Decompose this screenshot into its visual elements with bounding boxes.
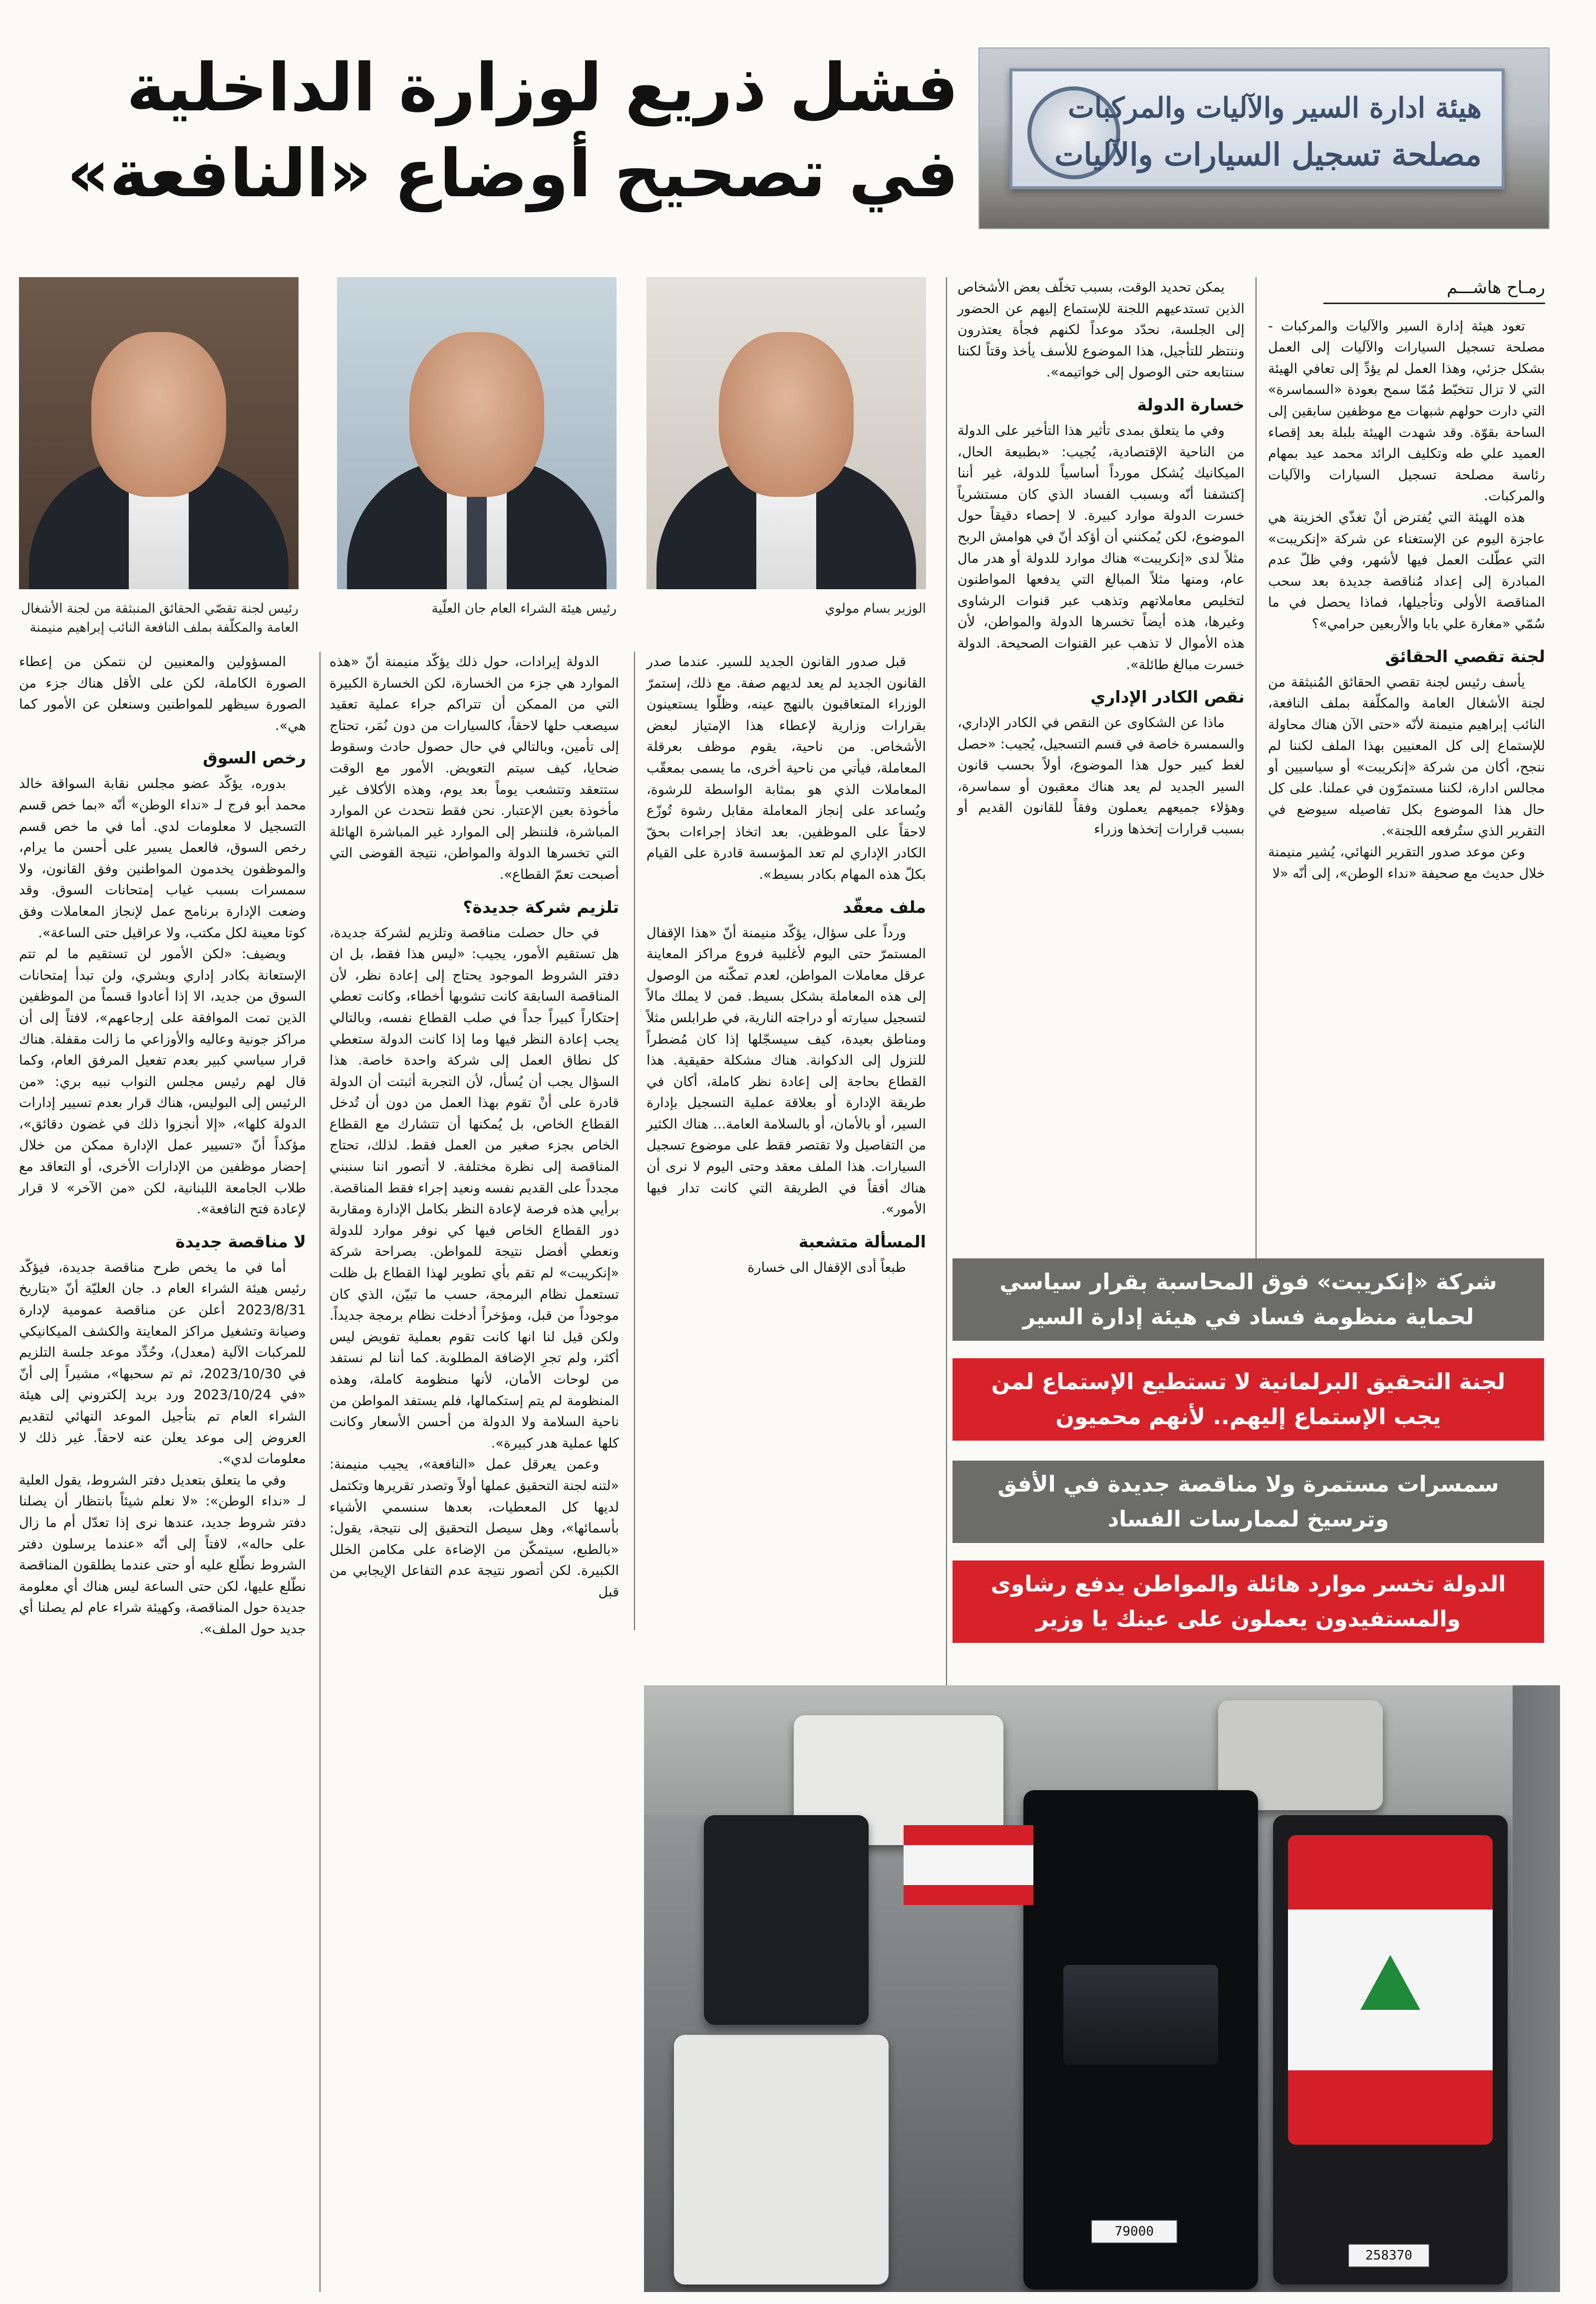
pull-quote-1: شركة «إنكريبت» فوق المحاسبة بقرار سياسي لحماية منظومة فساد في هيئة إدارة السير [953, 1258, 1544, 1341]
headline [45, 45, 958, 217]
paragraph: قبل صدور القانون الجديد للسير. عندما صدر القانون الجديد لم يعد لديهم صفة. مع ذلك، إستمرّ الوزراء المتعاقبون بالنهج عينه، وظلّوا يستعينون بقرارات وزارية لإعطاء هذا الإمتياز لبعض الأشخاص. من ناحية، يقوم موظف بعرقلة المعاملة، فيأتي من ناحية أخرى، ما يسمى بمعقّب المعاملات الذي هو بمثابة الواسطة للرشوة، ويُساعد على إنجاز المعاملة مقابل رشوة تُوزّع لاحقاً على الموظفين. بعد اتخاذ إجراءات بحقّ الكادر الإداري لم تعد المؤسسة قادرة على القيام بكلّ هذه المهام بكادر بسيط». [646, 654, 926, 882]
column-divider [946, 277, 947, 1770]
road-side [1513, 1685, 1560, 2292]
paragraph: ورداً على سؤال، يؤكّد منيمنة أنّ «هذا الإقفال المستمرّ حتى اليوم لأغلبية فروع مراكز المعاينة عرقل معاملات المواطن، لعدم تمكّنه من الوصول إلى هذه المعاملة بشكل بسيط. فمن لا يملك مالاً لتسجيل سيارته أو دراجته النارية، في طرابلس مثلاً ومناطق بعيدة، كيف سيسجّلها إذا كان مُضطراً للنزول إلى الدكوانة. هناك مشكلة حقيقية. هذا القطاع بحاجة إلى إعادة نظر كاملة، أكان في طريقة الإدارة أو بعلاقة عملية التسجيل بإدارة السير، أو بالأمان، أو بالسلامة العامة... هناك الكثير من التفاصيل ولا تقتصر فقط على موضوع تسجيل السيارات. هذا الملف معقد وحتى اليوم لا نرى أن هناك أفقاً في الطريقة التي كانت تدار فيها الأمور». [646, 925, 926, 1217]
headline-line-2: في تصحيح أوضاع «النافعة» [67, 135, 958, 212]
article-column-1 [1268, 277, 1545, 884]
paragraph: وفي ما يتعلق بتعديل دفتر الشروط، يقول العلية لـ «نداء الوطن»: «لا نعلم شيئاً بانتظار أن يصلنا دفتر شروط جديد، عندها نرى إذا تعدّل أم ما زال على حاله»، لافتاً إلى أنّه «عندما يرسلون دفتر الشروط نطّلع عليه أو حتى عندما يطلقون المناقصة نطّلع عليها، لكن حتى الساعة ليس هناك أي معلومة جديدة حول المناقصة، وكهيئة شراء عام لم يصلنا أي جديد حول الملف». [19, 1472, 306, 1637]
portrait-face [91, 332, 226, 497]
byline: رمـاح هاشـــم [1268, 277, 1545, 304]
headline-line-1: فشل ذريع لوزارة الداخلية [126, 49, 958, 126]
article-column-3 [646, 652, 926, 1278]
sign-line-2: مصلحة تسجيل السيارات والآليات [1054, 136, 1482, 173]
pull-quote-2: لجنة التحقيق البرلمانية لا تستطيع الإستماع لمن يجب الإستماع إليهم.. لأنهم محميون [953, 1358, 1544, 1441]
section-heading: لا مناقصة جديدة [175, 1231, 306, 1251]
protest-convoy-photo [644, 1685, 1560, 2292]
paragraph: الدولة إيرادات، حول ذلك يؤكّد منيمنة أنّ «هذه الموارد هي جزء من الخسارة، لكن الخسارة الكبيرة التي من الممكن أن تتراكم جراء عملية تعقيد سيصعب حلها لاحقاً، كالسيارات من دون نُمَر، تحتاج إلى تأمين، وبالتالي في حال حصول حادث وسقوط ضحايا، كيف سيتم التعويض. الأمور مع الوقت ستتعقد وتتشعب يوماً بعد يوم، وهذه الأكلاف غير مأخوذة بعين الإعتبار. نحن فقط نتحدث عن الموارد المباشرة، فلننظر إلى الموارد غير المباشرة الهائلة التي تخسرها الدولة والمواطن، نتيجة الفوضى التي أصبحت تعمّ القطاع». [329, 654, 619, 882]
caption-bassam-mawlawi: الوزير بسام مولوي [825, 601, 926, 616]
section-heading: نقص الكادر الإداري [1090, 687, 1245, 707]
sign-photo [978, 47, 1550, 229]
paragraph: في حال حصلت مناقصة وتلزيم لشركة جديدة، هل تستقيم الأمور، يجيب: «ليس هذا فقط، بل ان دفتر الشروط الموجود يحتاج إلى إعادة نظر، لأن المناقصة السابقة كانت تشوبها أخطاء، وكانت تعطي إحتكاراً كبيراً جداً في صلب القطاع نفسه، وبالتالي يجب إعادة النظر فيها وما إذا كانت الدولة ستعطي كل نطاق العمل إلى شركة واحدة خاصة. هذا السؤال يجب أن يُسأل، لأن التجربة أثبتت أن الدولة قادرة على أنْ تقوم بهذا العمل من دون أن تُدخل القطاع الخاص، بل يُمكنها أن تتشارك مع القطاع الخاص بجزء صغير من العمل فقط. لذلك، تحتاج المناقصة إلى نظرة مختلفة. لا أتصور اننا سنبني مجدداً على القديم نفسه ونعيد إجراء فقط المناقصة. برأيي هذه فرصة لإعادة النظر بكامل الإدارة ومقاربة دور القطاع الخاص فيها كي نوفر موارد للدولة ونعطي أفضل نتيجة للمواطن. بصراحة شركة «إنكريبت» لم تقم بأي تطوير لهذا القطاع بل ظلت تستعمل نظام البرمجة، حسب ما تبيّن، الذي كان موجوداً من قبل، ومؤخراً أدخلت نظام برمجة جديداً. ولكن قيل لنا انها كانت تقوم بعملية تفويض ليس أكثر، ولم تجرِ الإضافة المطلوبة. كما أننا لم نستفد من لوحات الأمان، لأنها منظومة كاملة، وهذه المنظومة لم يتم إستكمالها، فلم يستفد المواطن من ناحية السلامة ولا الدولة من أحسن الأسعار وكانت كلها عملية هدر كبيرة». [329, 925, 619, 1451]
pull-quote-4: الدولة تخسر موارد هائلة والمواطن يدفع رشاوى والمستفيدون يعملون على عينك يا وزير [953, 1560, 1544, 1643]
portrait-tie [467, 489, 487, 589]
article-column-5 [19, 652, 306, 1640]
license-plate-2: 79000 [1091, 2220, 1178, 2244]
paragraph: يأسف رئيس لجنة تقصي الحقائق المُنبثقة من لجنة الأشغال العامة والمكلّفة بملف النافعة، النائب إبراهيم منيمنة لأنّه «حتى الآن هناك محاولة للإستماع إلى كل المعنيين بهذا الملف لكننا لم ننجح، أكان من شركة «إنكريبت» أو سياسيين أو مجالس ادارة، لكننا مستمرّون في عملنا. على كل حال هذا الموضوع بكل تفاصيله سيوضع في التقرير الذي ستُرفعه اللجنة». [1268, 674, 1545, 839]
paragraph: المسؤولين والمعنيين لن نتمكن من إعطاء الصورة الكاملة، لكن على الأقل هناك جزء من الصورة سيظهر للمواطنين وسنعلن عن الأمور كما هي». [19, 654, 306, 734]
paragraph: وعمن يعرقل عمل «النافعة»، يجيب منيمنة: «لتنه لجنة التحقيق عملها أولاً وتصدر تقريرها وتكتمل لديها كل المعطيات، بعدها سنسمي الأشياء بأسمائها»، وهل سيصل التحقيق إلى نتيجة، يقول: «بالطبع، سيتمكّن من الإضاءة على مكامن الخلل الكبيرة. لكن أتصور نتيجة عدم التفاعل الإيجابي من قبل [329, 1457, 619, 1600]
license-plate-1: 258370 [1348, 2244, 1430, 2268]
caption-ibrahim-mneimneh: رئيس لجنة تقصّي الحقائق المنبثقة من لجنة الأشغال العامة والمكلّفة بملف النافعة النائب إبراهيم منيمنة [21, 601, 299, 635]
paragraph: تعود هيئة إدارة السير والآليات والمركبات - مصلحة تسجيل السيارات والآليات إلى العمل بشكل جزئي، وهذا العمل لم يؤدِّ إلى تعافي الهيئة التي لا تزال تتخبّط مُمّا سمح بعودة «السماسرة» التي دارت حولهم شبهات مع موظفين سابقين إلى الساحة بقوّة. وقد شهدت الهيئة بلبلة بعد إقصاء العميد علي طه وتكليف الرائد محمد عيد بمهام رئاسة مصلحة تسجيل السيارات والآليات والمركبات. [1268, 318, 1545, 504]
section-heading: تلزيم شركة جديدة؟ [463, 897, 619, 917]
paragraph: طبعاً أدى الإقفال الى خسارة [747, 1259, 906, 1275]
agency-sign [1009, 68, 1505, 189]
column-divider [319, 652, 320, 2292]
section-heading: المسألة متشعبة [798, 1231, 926, 1251]
article-column-2 [958, 277, 1245, 840]
sign-line-1: هيئة ادارة السير والآليات والمركبات [1068, 91, 1482, 124]
paragraph: هذه الهيئة التي يُفترض أنْ تغذّي الخزينة هي عاجزة اليوم عن الإستغناء عن شركة «إنكريبت» التي عطّلت العمل فيها لأشهر، وفي ظلّ عدم المبادرة إلى إعداد مُناقصة جديدة بعد سحب المناقصة الأولى وتأجيلها، فماذا يحصل في ما سُمّي «مغارة علي بابا والأربعين حرامي»؟ [1268, 509, 1545, 632]
portrait-face [409, 332, 544, 497]
section-heading: ملف معقّد [843, 897, 926, 917]
section-heading: لجنة تقصي الحقائق [1385, 646, 1545, 666]
caption-jean-alaya: رئيس هيئة الشراء العام جان العلّية [431, 601, 617, 616]
paragraph: ماذا عن الشكاوى عن النقص في الكادر الإداري، والسمسرة خاصة في قسم التسجيل، يُجيب: «حصل لغط كبير حول هذا الموضوع، أولاً بحسب قانون السير الجديد لم يعد هناك معقبون أو سماسرة، وهؤلاء جميعهم يعملون وفقاً للقانون القديم أو بسبب قرارات إتخذها وزراء [958, 715, 1245, 837]
portrait-jean-alaya [337, 277, 617, 589]
hummer [704, 1815, 869, 2025]
section-heading: رخص السوق [203, 748, 306, 768]
paragraph: يمكن تحديد الوقت، بسبب تخلّف بعض الأشخاص الذين تستدعيهم اللجنة للإستماع إليهم عن الحضور إلى الجلسة، نحدّد موعداً لكنهم فجأة يعتذرون وننتظر للتأجيل، هذا الموضوع للأسف يأخذ وقتاً لكننا سنتابعه حتى الوصول إلى خواتيمه». [958, 280, 1245, 381]
article-column-4 [329, 652, 619, 1603]
portrait-face [719, 332, 854, 497]
section-heading: خسارة الدولة [1137, 394, 1245, 414]
paragraph: بدوره، يؤكّد عضو مجلس نقابة السواقة خالد محمد أبو فرج لـ «نداء الوطن» أنّه «بما خص قسم التسجيل لا معلومات لدي. أما في ما خص قسم رخص السوق، فالعمل يسير على أحسن ما يرام، والموظفون يخدمون المواطنين وفق القانون، ولا سمسرات بسبب غياب إمتحانات السوق. وقد وضعت الإدارة برنامج عمل لإنجاز المعاملات وفق كوتا معينة لكل مكتب، ولا عراقيل حتى الساعة». [19, 776, 306, 941]
lebanese-flag-small [904, 1825, 1033, 1905]
column-divider [1256, 277, 1257, 1258]
paragraph: ويضيف: «لكن الأمور لن تستقيم ما لم تتم الإستعانة بكادر إداري وبشري، ولن تبدأ إمتحانات السوق من جديد، الا إذا أعادوا قسماً من الموظفين الذين تمت الموافقة على إرجاعهم»، لافتاً إلى أن مراكز جونية وعاليه والأوزاعي ما زالت مقفلة. هناك قرار سياسي كبير بعدم تفعيل المرفق العام، وكما قال لهم رئيس مجلس النواب نبيه بري: «من الرئيس إلى البوليس، هناك قرار بعدم تسيير إدارات الدولة كلها»، «إلا أنجزوا ذلك في غضون دقائق»، مؤكداً أنّ «تسيير عمل الإدارة ممكن من خلال إحضار موظفين من الإدارات الأخرى، أو التعاقد مع طلاب الجامعة اللبنانية، لكن «من الآخر» لا قرار لإعادة فتح النافعة». [19, 946, 306, 1217]
pull-quote-3: سمسرات مستمرة ولا مناقصة جديدة في الأفق وترسيخ لممارسات الفساد [953, 1461, 1544, 1543]
paragraph: وعن موعد صدور التقرير النهائي، يُشير منيمنة خلال حديث مع صحيفة «نداء الوطن»، إلى أنّه «لا [1268, 844, 1545, 881]
portrait-ibrahim-mneimneh [19, 277, 299, 589]
white-car [674, 2035, 889, 2285]
column-divider [634, 652, 635, 1630]
windshield [1063, 1965, 1218, 2065]
paragraph: وفي ما يتعلق بمدى تأثير هذا التأخير على الدولة من الناحية الإقتصادية، يُجيب: «بطبيعة الحال، الميكانيك يُشكل مورداً أساسياً للدولة، غير أننا إكتشفنا أنّه وبسبب الفساد الذي كان مستشرياً خسرت الدولة موارد كبيرة. لا إحصاء دقيقاً حول الموضوع، لكن يُمكنني أن أؤكد أنّ في هوامش الربح مثلاً لدى «إنكريبت» هناك موارد للدولة أو هدر مال عام، ومنها مثلاً المبالغ التي يدفعها المواطنون لتخليص معاملاتهم وتذهب عبر قنوات الرشاوى وغيرها، هذه أيضاً تخسرها الدولة والمواطن، لأن هذه الأموال لا تذهب عبر القنوات الصحيحة. الدولة خسرت مبالغ طائلة». [958, 422, 1245, 673]
paragraph: أما في ما يخص طرح مناقصة جديدة، فيؤكّد رئيس هيئة الشراء العام د. جان العليّة أنّ «بتاريخ 2023/8/31 أعلن عن مناقصة عمومية لإدارة وصيانة وتشغيل مراكز المعاينة والكشف الميكانيكي للمركبات الآلية (معدل)، وحُدِّد موعد جلسة التلزيم في 2023/10/30، ثم تم سحبها»، مشيراً إلى أنّ «في 2023/10/24 ورد بريد إلكتروني إلى هيئة الشراء العام تم بتأجيل الموعد النهائي لتقديم العروض إلى موعد يعلن عنه لاحقاً. غير ذلك لا معلومات لدي». [19, 1259, 306, 1467]
portrait-bassam-mawlawi [646, 277, 926, 589]
cedar-icon [1360, 1955, 1420, 2010]
